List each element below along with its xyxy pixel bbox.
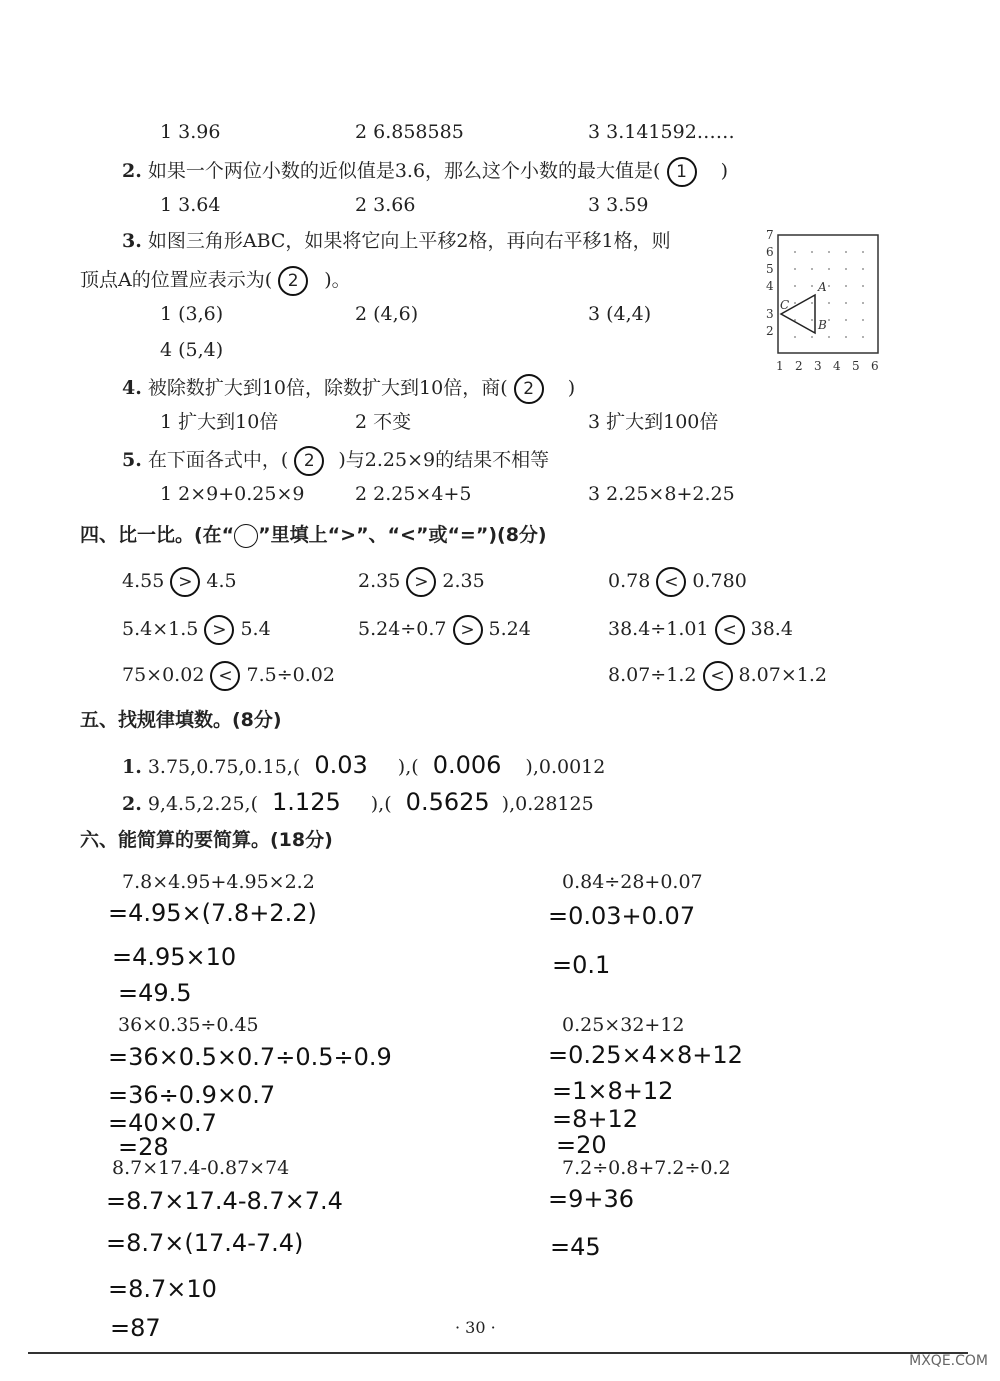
compare-right: 0.780 (692, 570, 747, 592)
problem-4-step: =1×8+12 (552, 1077, 674, 1105)
q1-option-2: 2 6.858585 (355, 121, 464, 143)
compare-right: 7.5÷0.02 (246, 664, 335, 686)
problem-6-step: =45 (550, 1233, 601, 1261)
y-label-4: 4 (766, 279, 774, 293)
compare-right: 2.35 (442, 570, 485, 592)
compare-7 (122, 661, 335, 691)
q4-stem (122, 374, 575, 404)
q3-option-1: 1 (3,6) (160, 303, 224, 325)
problem-2-step: =0.03+0.07 (548, 902, 696, 930)
section5-title: 五、找规律填数。(8分) (80, 709, 282, 731)
q4-option-2: 2 不变 (355, 411, 412, 433)
problem-2-step: =0.1 (552, 951, 611, 979)
q5-text: 在下面各式中，( (147, 449, 289, 471)
compare-answer: < (715, 615, 745, 645)
problem-5-step: =8.7×17.4-8.7×7.4 (106, 1187, 343, 1215)
q2-text: 如果一个两位小数的近似值是3.6，那么这个小数的最大值是( (147, 160, 661, 182)
q4-text: 被除数扩大到10倍，除数扩大到10倍，商( (147, 377, 508, 399)
section4-title-start: 四、比一比。(在“ (80, 524, 235, 546)
q5-stem (122, 446, 549, 476)
problem-3-step: =36÷0.9×0.7 (108, 1081, 276, 1109)
y-label-7: 7 (766, 228, 774, 242)
q3-grid-figure (760, 225, 890, 375)
compare-1 (122, 567, 237, 597)
footer-rule (28, 1352, 968, 1354)
section4-title (80, 523, 547, 548)
q2-stem (122, 157, 728, 187)
q4-option-1: 1 扩大到10倍 (160, 411, 279, 433)
compare-4 (122, 615, 271, 645)
compare-left: 38.4÷1.01 (608, 618, 709, 640)
q3-text1: 如图三角形ABC，如果将它向上平移2格，再向右平移1格，则 (147, 230, 671, 252)
compare-left: 0.78 (608, 570, 651, 592)
pattern-suffix: ),0.0012 (525, 756, 606, 778)
q5-option-2: 2 2.25×4+5 (355, 483, 472, 505)
q3-stem-line2 (80, 266, 351, 296)
x-label-6: 6 (871, 359, 879, 373)
q4-answer: 2 (514, 374, 544, 404)
q3-answer: 2 (278, 266, 308, 296)
q5-option-1: 1 2×9+0.25×9 (160, 483, 305, 505)
problem-4-step: =20 (556, 1131, 607, 1159)
pattern-prefix: 9,4.5,2.25,( (147, 793, 258, 815)
watermark: MXQE.COM (909, 1353, 988, 1369)
pattern-answer: 1.125 (272, 788, 341, 816)
q3-text2: 顶点A的位置应表示为( (80, 269, 273, 291)
compare-left: 4.55 (122, 570, 165, 592)
compare-answer: < (210, 661, 240, 691)
y-label-3: 3 (766, 307, 774, 321)
q3-close: )。 (324, 269, 351, 291)
y-label-5: 5 (766, 262, 774, 276)
pattern-prefix: 3.75,0.75,0.15,( (147, 756, 301, 778)
pattern-mid: ),( (397, 756, 419, 778)
problem-3-step: =40×0.7 (108, 1109, 217, 1137)
q1-option-1: 1 3.96 (160, 121, 221, 143)
compare-answer: < (703, 661, 733, 691)
q4-number: 4. (122, 377, 142, 399)
y-label-6: 6 (766, 245, 774, 259)
compare-answer: < (656, 567, 686, 597)
compare-5 (358, 615, 531, 645)
problem-5-step: =8.7×10 (108, 1275, 217, 1303)
compare-right: 5.4 (240, 618, 271, 640)
q4-option-3: 3 扩大到100倍 (588, 411, 719, 433)
x-label-4: 4 (833, 359, 841, 373)
compare-left: 2.35 (358, 570, 401, 592)
q2-close: ) (720, 160, 728, 182)
q5-number: 5. (122, 449, 142, 471)
compare-answer: > (204, 615, 234, 645)
compare-2 (358, 567, 485, 597)
q3-number: 3. (122, 230, 142, 252)
x-label-5: 5 (852, 359, 860, 373)
problem-2-question: 0.84÷28+0.07 (562, 871, 703, 893)
compare-right: 38.4 (750, 618, 793, 640)
q5-option-3: 3 2.25×8+2.25 (588, 483, 735, 505)
compare-3 (608, 567, 747, 597)
problem-6-question: 7.2÷0.8+7.2÷0.2 (562, 1157, 731, 1179)
compare-right: 4.5 (206, 570, 237, 592)
pattern-mid: ),( (370, 793, 392, 815)
section6-title: 六、能简算的要简算。(18分) (80, 829, 333, 851)
q3-option-2: 2 (4,6) (355, 303, 419, 325)
compare-answer: > (453, 615, 483, 645)
compare-6 (608, 615, 793, 645)
compare-8 (608, 661, 827, 691)
pattern-answer: 0.5625 (405, 788, 490, 816)
q2-number: 2. (122, 160, 142, 182)
grid-dots (794, 251, 864, 338)
problem-1-question: 7.8×4.95+4.95×2.2 (122, 871, 315, 893)
vertex-a-label: A (818, 280, 827, 294)
problem-4-step: =8+12 (552, 1105, 639, 1133)
pattern-suffix: ),0.28125 (501, 793, 594, 815)
compare-left: 8.07÷1.2 (608, 664, 697, 686)
q4-close: ) (567, 377, 576, 399)
page-number: · 30 · (455, 1318, 496, 1337)
compare-right: 5.24 (488, 618, 531, 640)
x-label-3: 3 (814, 359, 822, 373)
section4-title-end: ”里填上“>”、“<”或“=”)(8分) (258, 524, 547, 546)
problem-6-step: =9+36 (548, 1185, 635, 1213)
x-label-1: 1 (776, 359, 784, 373)
pattern-number: 2. (122, 793, 142, 815)
compare-left: 5.4×1.5 (122, 618, 199, 640)
compare-left: 5.24÷0.7 (358, 618, 447, 640)
x-label-2: 2 (795, 359, 803, 373)
q5-close: )与2.25×9的结果不相等 (338, 449, 550, 471)
pattern-answer: 0.006 (432, 751, 502, 779)
q3-stem-line1 (122, 229, 671, 253)
problem-4-question: 0.25×32+12 (562, 1014, 685, 1036)
problem-5-step: =87 (110, 1314, 161, 1342)
problem-3-step: =36×0.5×0.7÷0.5÷0.9 (108, 1043, 392, 1071)
problem-4-step: =0.25×4×8+12 (548, 1041, 743, 1069)
q1-option-3: 3 3.141592…… (588, 121, 735, 143)
problem-1-step: =4.95×10 (112, 943, 237, 971)
q2-option-1: 1 3.64 (160, 194, 221, 216)
compare-answer: > (170, 567, 200, 597)
q2-answer: 1 (667, 157, 697, 187)
compare-right: 8.07×1.2 (738, 664, 827, 686)
pattern-2 (122, 787, 594, 817)
y-label-2: 2 (766, 324, 774, 338)
pattern-number: 1. (122, 756, 142, 778)
q3-option-3: 3 (4,4) (588, 303, 652, 325)
vertex-b-label: B (818, 318, 827, 332)
problem-1-step: =4.95×(7.8+2.2) (108, 899, 317, 927)
q2-option-3: 3 3.59 (588, 194, 649, 216)
problem-5-step: =8.7×(17.4-7.4) (106, 1229, 304, 1257)
problem-1-step: =49.5 (118, 979, 192, 1007)
q5-answer: 2 (294, 446, 324, 476)
pattern-1 (122, 750, 605, 780)
problem-3-step: =28 (118, 1133, 169, 1161)
pattern-answer: 0.03 (314, 751, 368, 779)
blank-circle-icon (234, 524, 258, 548)
vertex-c-label: C (780, 298, 790, 312)
problem-3-question: 36×0.35÷0.45 (118, 1014, 259, 1036)
q2-option-2: 2 3.66 (355, 194, 416, 216)
q3-option-4: 4 (5,4) (160, 339, 224, 361)
compare-left: 75×0.02 (122, 664, 205, 686)
compare-answer: > (406, 567, 436, 597)
problem-5-question: 8.7×17.4-0.87×74 (112, 1157, 290, 1179)
